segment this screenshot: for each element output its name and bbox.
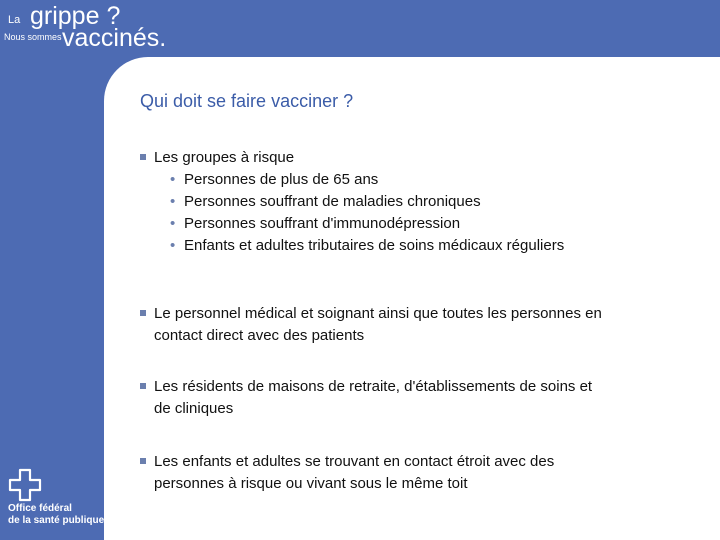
list-item — [140, 147, 700, 169]
contacts-line-2: personnes à risque ou vivant sous le même toit — [154, 475, 468, 492]
dot-bullet-icon: • — [170, 237, 176, 254]
dot-bullet-icon: • — [170, 215, 176, 232]
residents-block — [140, 376, 700, 420]
dot-bullet-icon: • — [170, 193, 176, 210]
slide-title: Qui doit se faire vacciner ? — [140, 91, 354, 111]
header-grippe: grippe ? — [30, 2, 121, 30]
square-bullet-icon — [140, 310, 146, 316]
risk-group-item: Enfants et adultes tributaires de soins médicaux réguliers — [184, 237, 565, 254]
square-bullet-icon — [140, 383, 146, 389]
square-bullet-icon — [140, 154, 146, 160]
contacts-line-1: Les enfants et adultes se trouvant en contact étroit avec des — [154, 453, 555, 470]
content-panel — [104, 57, 720, 540]
residents-line-1: Les résidents de maisons de retraite, d'établissements de soins et — [154, 378, 593, 395]
square-bullet-icon — [140, 458, 146, 464]
office-name-line-1: Office fédéral — [8, 503, 72, 514]
staff-line-1: Le personnel médical et soignant ainsi que toutes les personnes en — [154, 305, 602, 322]
list-item — [140, 213, 700, 235]
contacts-block — [140, 451, 700, 495]
list-item — [140, 169, 700, 191]
risk-groups-label: Les groupes à risque — [154, 149, 295, 166]
risk-group-item: Personnes souffrant de maladies chroniques — [184, 193, 481, 210]
header-nous-sommes: Nous sommes — [4, 32, 62, 42]
dot-bullet-icon: • — [170, 171, 176, 188]
risk-groups-block — [140, 147, 700, 257]
swiss-cross-outline-icon — [8, 468, 42, 502]
list-item — [140, 191, 700, 213]
risk-group-item: Personnes de plus de 65 ans — [184, 171, 379, 188]
staff-line-2: contact direct avec des patients — [154, 327, 365, 344]
header-la: La — [8, 14, 21, 26]
residents-line-2: de cliniques — [154, 400, 234, 417]
list-item — [140, 376, 700, 398]
risk-group-item: Personnes souffrant d'immunodépression — [184, 215, 461, 232]
staff-block — [140, 303, 700, 347]
header-banner — [0, 0, 720, 60]
list-item — [140, 303, 700, 325]
list-item — [140, 235, 700, 257]
office-name-line-2: de la santé publique — [8, 515, 105, 526]
list-item — [140, 451, 700, 473]
header-vaccines: vaccinés. — [62, 24, 167, 52]
